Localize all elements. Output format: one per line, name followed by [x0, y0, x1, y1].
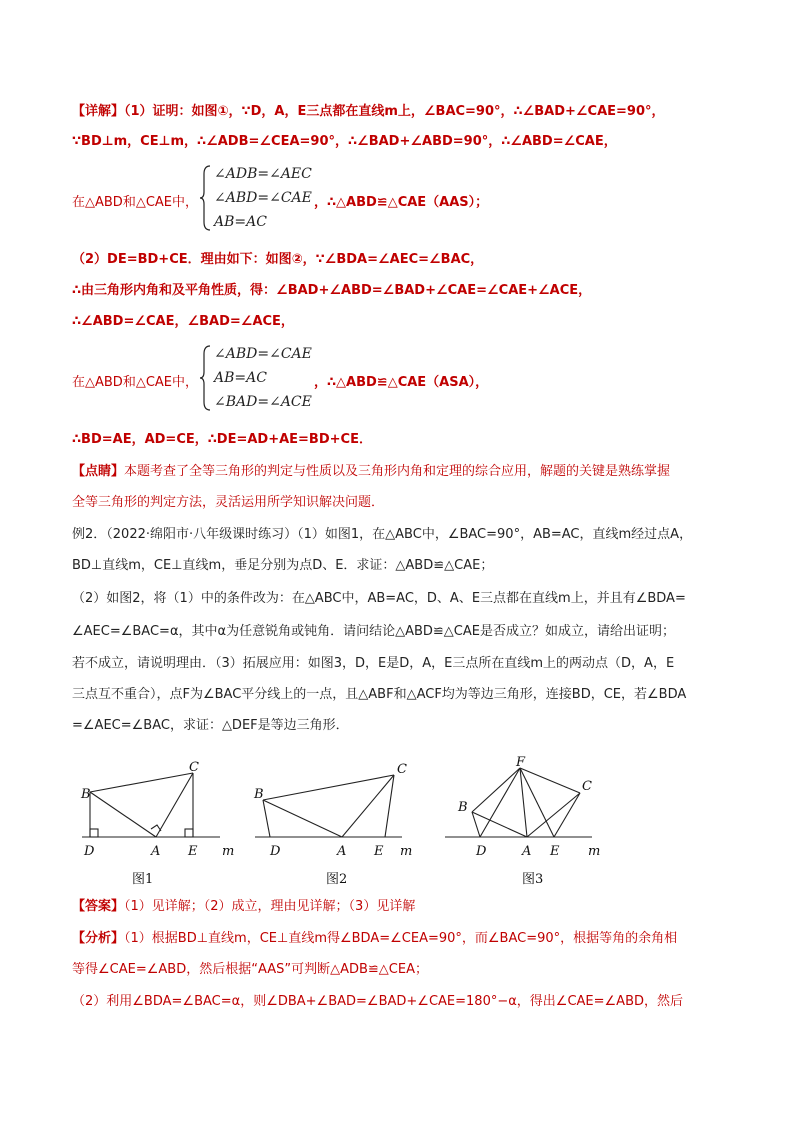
- example-line-1: 例2．（2022·绵阳市·八年级课时练习）（1）如图1，在△ABC中，∠BAC=90°，AB=AC，直线m经过点A，: [72, 527, 693, 542]
- example-line-5: 若不成立，请说明理由．（3）拓展应用：如图3，D，E是D，A，E三点所在直线m上的两动点（D，A，E: [72, 656, 675, 671]
- detail-line-4: ∴由三角形内角和及平角性质，得：∠BAD+∠ABD=∠BAD+∠CAE=∠CAE+∠ACE，: [72, 283, 592, 298]
- system-1-conclusion: ，∴△ABD≌△CAE（AAS）；: [314, 195, 489, 210]
- fig1-label-A: A: [151, 844, 161, 859]
- left-brace-icon: [200, 164, 212, 232]
- fig1-label-m: m: [222, 844, 235, 859]
- fig3-label-A: A: [522, 844, 532, 859]
- fig2-label-B: B: [254, 787, 264, 802]
- fig1-label-C: C: [189, 760, 199, 775]
- fig3-label-E: E: [550, 844, 560, 859]
- figure-1: [82, 773, 220, 837]
- fig3-label-F: F: [516, 755, 526, 770]
- fig1-caption: 图1: [132, 872, 154, 887]
- figure-2: [255, 775, 402, 837]
- answer-line: [72, 898, 415, 916]
- geometry-figures: [70, 755, 710, 890]
- comment-line-1: [72, 463, 670, 481]
- fig3-label-m: m: [588, 844, 601, 859]
- system-1-row-3: AB=AC: [214, 214, 267, 230]
- system-2-label: 在△ABD和△CAE中，: [72, 375, 199, 390]
- comment-line-2: 全等三角形的判定方法，灵活运用所学知识解决问题．: [72, 495, 385, 510]
- analysis-line-2: 等得∠CAE=∠ABD，然后根据“AAS”可判断△ADB≌△CEA；: [72, 962, 428, 977]
- fig3-label-C: C: [582, 779, 592, 794]
- detail-line-5: ∴∠ABD=∠CAE，∠BAD=∠ACE，: [72, 314, 294, 329]
- fig1-label-E: E: [188, 844, 198, 859]
- answer-tag: 【答案】: [72, 899, 125, 914]
- system-2-conclusion: ，∴△ABD≌△CAE（ASA），: [314, 375, 489, 390]
- fig2-label-m: m: [400, 844, 413, 859]
- system-2-row-2: AB=AC: [214, 370, 267, 386]
- answer-text: （1）见详解；（2）成立，理由见详解；（3）见详解: [124, 899, 416, 914]
- comment-text-1: 本题考查了全等三角形的判定与性质以及三角形内角和定理的综合应用，解题的关键是熟练掌握: [124, 464, 671, 479]
- example-line-6: 三点互不重合），点F为∠BAC平分线上的一点，且△ABF和△ACF均为等边三角形，连接BD，CE，若∠BDA: [72, 687, 687, 702]
- left-brace-icon: [200, 344, 212, 412]
- detail-line-6: ∴BD=AE，AD=CE，∴DE=AD+AE=BD+CE．: [72, 432, 372, 447]
- analysis-line-1: [72, 930, 677, 948]
- detail-line-1: 【详解】（1）证明：如图①，∵D，A，E三点都在直线m上，∠BAC=90°，∴∠BAD+∠CAE=90°，: [72, 104, 665, 119]
- example-line-2: BD⊥直线m，CE⊥直线m，垂足分别为点D、E．求证：△ABD≌△CAE；: [72, 558, 494, 573]
- example-line-7: =∠AEC=∠BAC，求证：△DEF是等边三角形．: [72, 718, 349, 733]
- detail-line-2: ∵BD⊥m，CE⊥m，∴∠ADB=∠CEA=90°，∴∠BAD+∠ABD=90°，∴∠ABD=∠CAE，: [72, 134, 617, 149]
- example-line-3: （2）如图2，将（1）中的条件改为：在△ABC中，AB=AC，D、A、E三点都在直线m上，并且有∠BDA=: [72, 591, 686, 606]
- system-1-row-2: ∠ABD=∠CAE: [214, 190, 312, 206]
- fig2-caption: 图2: [326, 872, 348, 887]
- fig2-label-C: C: [397, 762, 407, 777]
- fig2-label-D: D: [270, 844, 281, 859]
- fig1-label-D: D: [84, 844, 95, 859]
- fig3-label-B: B: [458, 800, 468, 815]
- detail-line-3: （2）DE=BD+CE．理由如下：如图②，∵∠BDA=∠AEC=∠BAC，: [72, 252, 484, 267]
- system-1-label: 在△ABD和△CAE中，: [72, 195, 199, 210]
- fig3-caption: 图3: [522, 872, 544, 887]
- analysis-tag: 【分析】: [72, 931, 125, 946]
- comment-tag: 【点睛】: [72, 464, 125, 479]
- fig3-label-D: D: [476, 844, 487, 859]
- fig2-label-A: A: [337, 844, 347, 859]
- fig1-label-B: B: [81, 787, 91, 802]
- system-2-row-1: ∠ABD=∠CAE: [214, 346, 312, 362]
- system-1-row-1: ∠ADB=∠AEC: [214, 166, 312, 182]
- example-line-4: ∠AEC=∠BAC=α，其中α为任意锐角或钝角．请问结论△ABD≌△CAE是否成立？如成立，请给出证明；: [72, 624, 675, 639]
- analysis-line-3: （2）利用∠BDA=∠BAC=α，则∠DBA+∠BAD=∠BAD+∠CAE=180°−α，得出∠CAE=∠ABD，然后: [72, 994, 684, 1009]
- fig2-label-E: E: [374, 844, 384, 859]
- system-2-row-3: ∠BAD=∠ACE: [214, 394, 312, 410]
- analysis-text-1: （1）根据BD⊥直线m，CE⊥直线m得∠BDA=∠CEA=90°，而∠BAC=90°，根据等角的余角相: [124, 931, 678, 946]
